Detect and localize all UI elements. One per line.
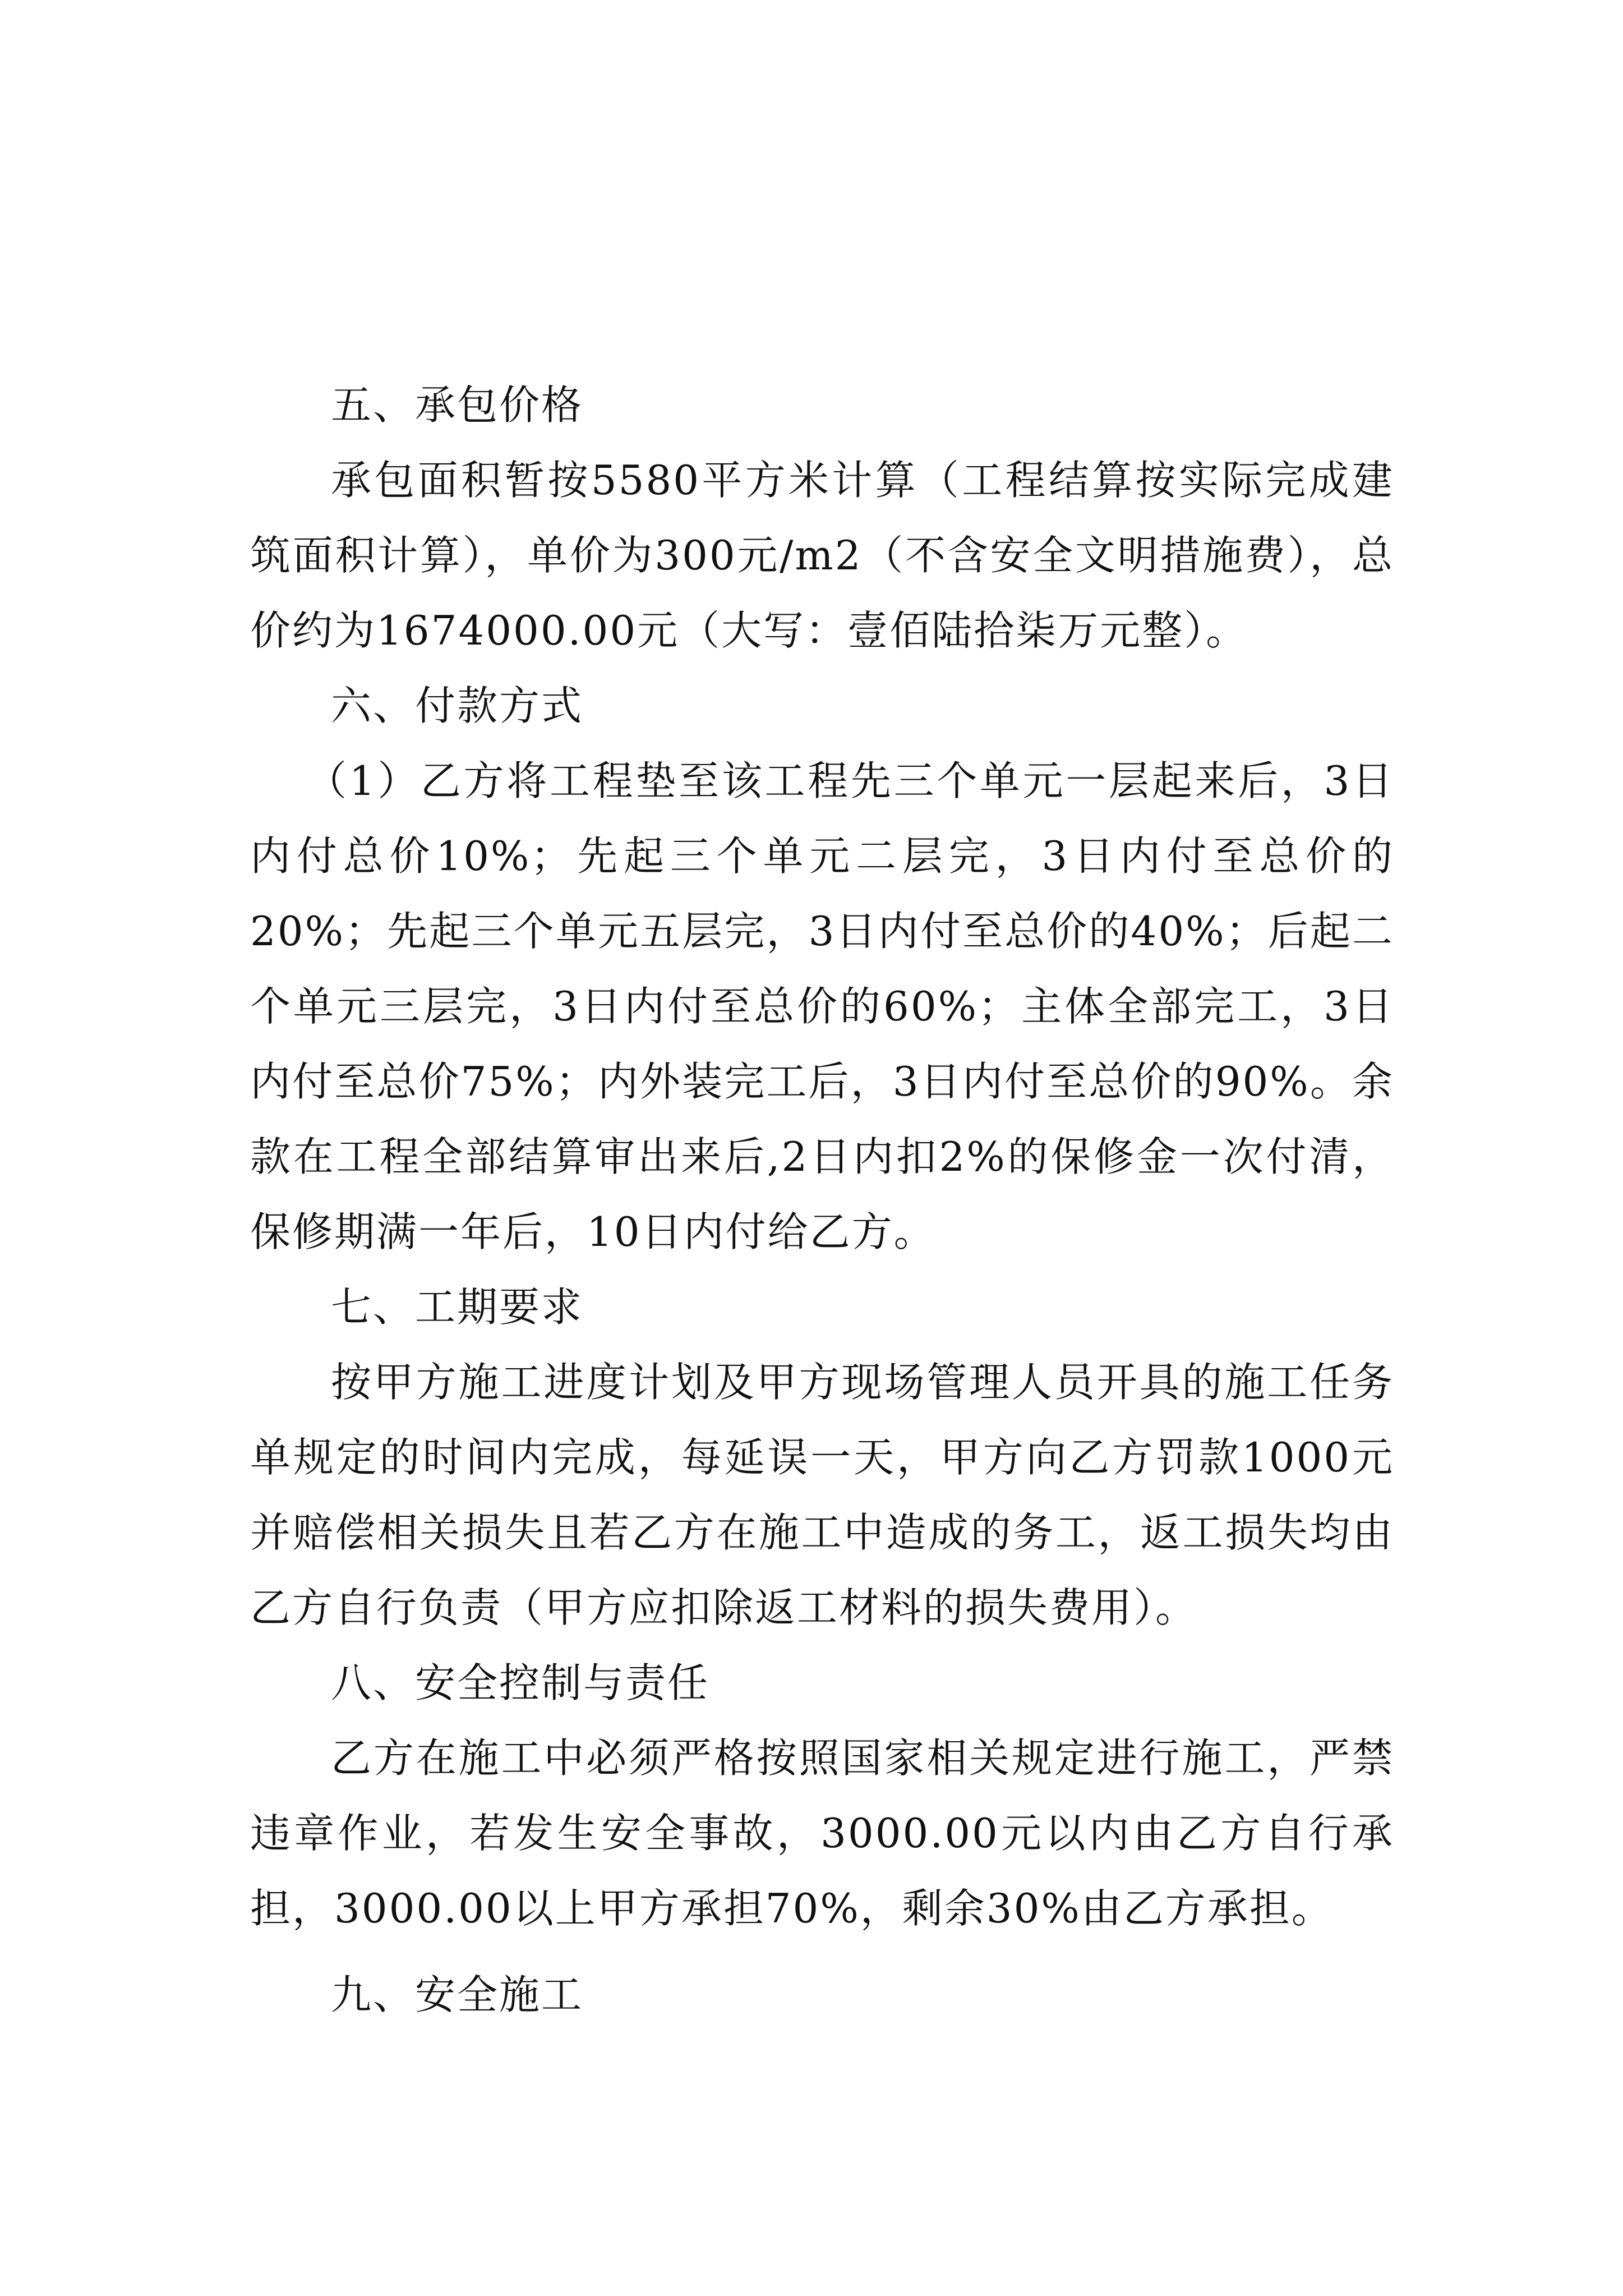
section-heading-safe-construction: 九、安全施工 [331, 1971, 584, 2018]
paragraph-price: 承包面积暂按5580平方米计算（工程结算按实际完成建筑面积计算），单价为300元/m2（不含安全文明措施费），总价约为1674000.00元（大写：壹佰陆拾柒万元整）。 [250, 457, 1394, 654]
section-heading-price: 五、承包价格 [331, 381, 584, 429]
section-heading-payment: 六、付款方式 [331, 682, 584, 729]
document-body [250, 367, 1394, 2032]
paragraph-safety-control: 乙方在施工中必须严格按照国家相关规定进行施工，严禁违章作业，若发生安全事故，3000.00元以内由乙方自行承担，3000.00以上甲方承担70%，剩余30%由乙方承担。 [250, 1734, 1394, 1932]
section-heading-schedule: 七、工期要求 [331, 1283, 584, 1331]
paragraph-payment: （1）乙方将工程垫至该工程先三个单元一层起来后，3日内付总价10%；先起三个单元二层完，3日内付至总价的20%；先起三个单元五层完，3日内付至总价的40%；后起二个单元三层完，3日内付至总价的60%；主体全部完工，3日内付至总价75%；内外装完工后，3日内付至总价的90%。余款在工程全部结算审出来后,2日内扣2%的保修金一次付清，保修期满一年后，10日内付给乙方。 [250, 757, 1394, 1255]
section-heading-safety-control: 八、安全控制与责任 [331, 1659, 710, 1706]
spacer [250, 1946, 1394, 1957]
paragraph-schedule: 按甲方施工进度计划及甲方现场管理人员开具的施工任务单规定的时间内完成，每延误一天，甲方向乙方罚款1000元并赔偿相关损失且若乙方在施工中造成的务工，返工损失均由乙方自行负责（甲方应扣除返工材料的损失费用）。 [250, 1359, 1394, 1631]
